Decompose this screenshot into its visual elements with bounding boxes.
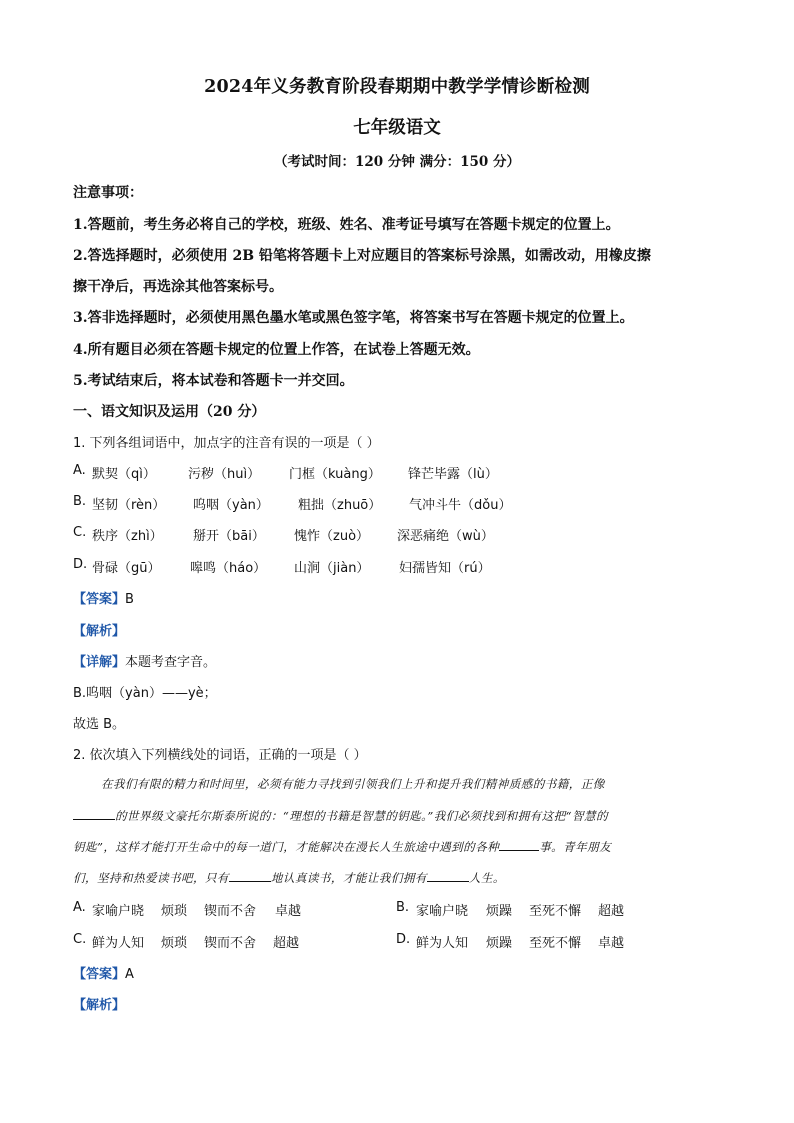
passage-text: 钥匙”，这样才能打开生命中的每一道门，才能解决在漫长人生旅途中遇到的各种	[73, 840, 500, 854]
option-item: 烦躁	[486, 904, 513, 919]
option-item: 呜咽（yàn）	[193, 498, 269, 513]
option-item: 嗥鸣（háo）	[190, 561, 267, 576]
option-item: 愧怍（zuò）	[294, 529, 370, 544]
option-item: 至死不懈	[529, 904, 582, 919]
exam-subtitle: 七年级语文	[353, 118, 441, 138]
fill-blank-1[interactable]	[73, 807, 115, 820]
exam-title: 2024年义务教育阶段春期期中教学学情诊断检测	[204, 77, 590, 97]
option-label: A.	[73, 463, 86, 478]
answer-value: B	[125, 592, 134, 607]
q2-passage-line-2	[73, 807, 608, 824]
option-item: 烦琐	[161, 936, 188, 951]
notes-item-2-line-1: 2.答选择题时，必须使用 2B 铅笔将答题卡上对应题目的答案标号涂黑，如需改动，用橡皮擦	[73, 248, 651, 264]
option-item: 卓越	[598, 936, 625, 951]
notes-item-3: 3.答非选择题时，必须使用黑色墨水笔或黑色签字笔，将答案书写在答题卡规定的位置上。	[73, 310, 634, 326]
passage-text: 的世界级文豪托尔斯泰所说的：“理想的书籍是智慧的钥匙。”我们必须找到和拥有这把“智慧的	[115, 809, 608, 823]
fill-blank-3[interactable]	[229, 869, 271, 882]
detail-text: 本题考查字音。	[125, 655, 217, 670]
option-label: B.	[396, 900, 410, 915]
option-label: D.	[396, 932, 411, 947]
q2-answer	[73, 963, 134, 982]
exam-info: （考试时间：120 分钟 满分：150 分）	[274, 154, 520, 170]
option-label: A.	[73, 900, 86, 915]
option-item: 锲而不舍	[204, 904, 257, 919]
option-item: 烦琐	[161, 904, 188, 919]
answer-tag: 【答案】	[73, 967, 126, 982]
option-label: C.	[73, 932, 87, 947]
option-item: 鲜为人知	[92, 936, 145, 951]
q1-analysis-tag: 【解析】	[73, 624, 126, 639]
passage-text: 人生。	[468, 871, 505, 885]
q1-answer	[73, 588, 134, 607]
option-item: 超越	[598, 904, 625, 919]
option-item: 锲而不舍	[204, 936, 257, 951]
option-item: 超越	[273, 936, 300, 951]
option-item: 骨碌（gū）	[92, 561, 161, 576]
option-item: 锋芒毕露（lù）	[408, 467, 498, 482]
option-item: 气冲斗牛（dǒu）	[409, 498, 512, 513]
q1-detail-line-2: B.呜咽（yàn）——yè；	[73, 686, 217, 701]
notes-item-4: 4.所有题目必须在答题卡规定的位置上作答，在试卷上答题无效。	[73, 342, 480, 358]
option-item: 烦躁	[486, 936, 513, 951]
option-label: B.	[73, 494, 87, 509]
detail-tag: 【详解】	[73, 655, 126, 670]
option-item: 至死不懈	[529, 936, 582, 951]
option-item: 妇孺皆知（rú）	[399, 561, 491, 576]
answer-value: A	[125, 967, 134, 982]
option-item: 鲜为人知	[416, 936, 469, 951]
q1-conclusion: 故选 B。	[73, 717, 126, 732]
notes-item-5: 5.考试结束后，将本试卷和答题卡一并交回。	[73, 373, 354, 389]
option-item: 家喻户晓	[416, 904, 469, 919]
option-label: C.	[73, 525, 87, 540]
q1-detail	[73, 651, 216, 670]
option-label: D.	[73, 557, 88, 572]
option-item: 秩序（zhì）	[92, 529, 163, 544]
option-item: 默契（qì）	[92, 467, 156, 482]
passage-text: 们，坚持和热爱读书吧，只有	[73, 871, 229, 885]
option-item: 门框（kuàng）	[289, 467, 381, 482]
fill-blank-2[interactable]	[499, 838, 539, 851]
answer-tag: 【答案】	[73, 592, 126, 607]
notes-item-1: 1.答题前，考生务必将自己的学校，班级、姓名、准考证号填写在答题卡规定的位置上。	[73, 217, 620, 233]
option-item: 坚韧（rèn）	[92, 498, 166, 513]
passage-text: 事。青年朋友	[539, 840, 612, 854]
q2-passage-line-4	[73, 869, 505, 886]
q1-stem: 1. 下列各组词语中，加点字的注音有误的一项是（ ）	[73, 436, 380, 451]
q2-passage-line-3	[73, 838, 611, 855]
option-item: 粗拙（zhuō）	[298, 498, 382, 513]
section-1-heading: 一、语文知识及运用（20 分）	[73, 404, 266, 420]
q2-stem: 2. 依次填入下列横线处的词语，正确的一项是（ ）	[73, 748, 367, 763]
option-item: 污秽（huì）	[188, 467, 261, 482]
option-item: 卓越	[275, 904, 302, 919]
q2-analysis-tag: 【解析】	[73, 998, 126, 1013]
notes-item-2-line-2: 擦干净后，再选涂其他答案标号。	[73, 279, 283, 295]
option-item: 家喻户晓	[92, 904, 145, 919]
q2-passage-line-1: 在我们有限的精力和时间里，必须有能力寻找到引领我们上升和提升我们精神质感的书籍，正像	[101, 777, 605, 791]
notes-heading: 注意事项：	[73, 185, 143, 201]
option-item: 深恶痛绝（wù）	[397, 529, 494, 544]
option-item: 掰开（bāi）	[193, 529, 265, 544]
fill-blank-4[interactable]	[427, 869, 469, 882]
passage-text: 地认真读书，才能让我们拥有	[270, 871, 427, 885]
option-item: 山涧（jiàn）	[294, 561, 370, 576]
